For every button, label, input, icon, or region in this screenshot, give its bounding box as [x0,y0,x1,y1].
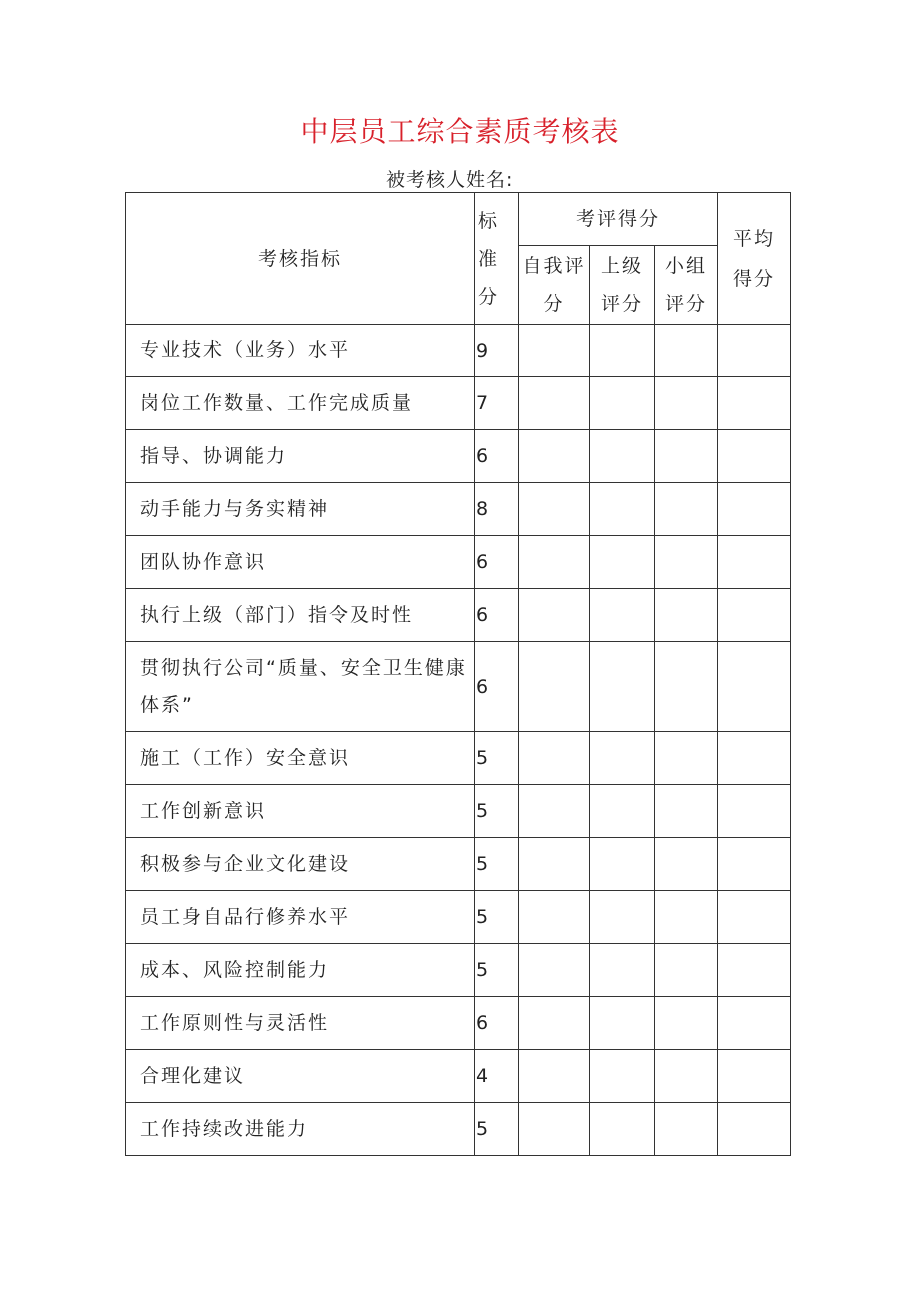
self-score-cell[interactable] [519,891,590,944]
indicator-cell: 合理化建议 [126,1050,475,1103]
standard-score-cell: 6 [475,642,519,732]
average-score-cell[interactable] [718,430,791,483]
standard-score-cell: 8 [475,483,519,536]
standard-score-cell: 6 [475,430,519,483]
indicator-cell: 动手能力与务实精神 [126,483,475,536]
group-score-cell[interactable] [655,377,718,430]
superior-score-cell[interactable] [590,642,655,732]
group-score-cell[interactable] [655,536,718,589]
group-score-cell[interactable] [655,483,718,536]
header-self [519,246,590,325]
indicator-cell: 员工身自品行修养水平 [126,891,475,944]
indicator-cell: 积极参与企业文化建设 [126,838,475,891]
average-score-cell[interactable] [718,785,791,838]
superior-score-cell[interactable] [590,1103,655,1156]
standard-score-cell: 5 [475,1103,519,1156]
average-score-cell[interactable] [718,325,791,377]
average-score-cell[interactable] [718,589,791,642]
subject-name-label: 被考核人姓名: [386,169,514,191]
indicator-cell: 施工（工作）安全意识 [126,732,475,785]
header-group [655,246,718,325]
self-score-cell[interactable] [519,838,590,891]
group-score-cell[interactable] [655,785,718,838]
superior-score-cell[interactable] [590,891,655,944]
assessment-table [125,192,791,1156]
self-score-cell[interactable] [519,944,590,997]
self-score-cell[interactable] [519,732,590,785]
standard-score-cell: 5 [475,838,519,891]
average-score-cell[interactable] [718,838,791,891]
superior-score-cell[interactable] [590,483,655,536]
self-score-cell[interactable] [519,589,590,642]
table-row [126,642,791,732]
indicator-cell: 工作创新意识 [126,785,475,838]
table-row [126,838,791,891]
standard-score-cell: 5 [475,891,519,944]
header-average-text: 平均得分 [733,227,776,290]
standard-score-cell: 7 [475,377,519,430]
header-evaluation: 考评得分 [519,193,718,246]
self-score-cell[interactable] [519,536,590,589]
group-score-cell[interactable] [655,732,718,785]
standard-score-cell: 5 [475,944,519,997]
indicator-cell: 岗位工作数量、工作完成质量 [126,377,475,430]
group-score-cell[interactable] [655,1050,718,1103]
average-score-cell[interactable] [718,642,791,732]
group-score-cell[interactable] [655,944,718,997]
group-score-cell[interactable] [655,430,718,483]
group-score-cell[interactable] [655,589,718,642]
superior-score-cell[interactable] [590,997,655,1050]
table-row [126,785,791,838]
superior-score-cell[interactable] [590,1050,655,1103]
standard-score-cell: 5 [475,785,519,838]
self-score-cell[interactable] [519,785,590,838]
header-standard [475,193,519,325]
table-row [126,891,791,944]
header-self-text: 自我评分 [522,255,586,315]
group-score-cell[interactable] [655,838,718,891]
standard-score-cell: 6 [475,589,519,642]
standard-score-cell: 9 [475,325,519,377]
superior-score-cell[interactable] [590,838,655,891]
superior-score-cell[interactable] [590,536,655,589]
group-score-cell[interactable] [655,997,718,1050]
superior-score-cell[interactable] [590,944,655,997]
self-score-cell[interactable] [519,1103,590,1156]
table-row [126,483,791,536]
group-score-cell[interactable] [655,642,718,732]
average-score-cell[interactable] [718,483,791,536]
self-score-cell[interactable] [519,1050,590,1103]
superior-score-cell[interactable] [590,589,655,642]
page-title: 中层员工综合素质考核表 [300,115,620,148]
header-superior-text: 上级评分 [601,255,644,315]
group-score-cell[interactable] [655,891,718,944]
self-score-cell[interactable] [519,997,590,1050]
average-score-cell[interactable] [718,536,791,589]
self-score-cell[interactable] [519,325,590,377]
group-score-cell[interactable] [655,325,718,377]
header-group-text: 小组评分 [665,255,708,315]
indicator-cell: 团队协作意识 [126,536,475,589]
header-indicator: 考核指标 [126,193,475,325]
header-standard-text: 标准分 [478,209,500,308]
header-average [718,193,791,325]
indicator-cell: 工作持续改进能力 [126,1103,475,1156]
table-row [126,1103,791,1156]
table-row [126,325,791,377]
average-score-cell[interactable] [718,944,791,997]
self-score-cell[interactable] [519,642,590,732]
standard-score-cell: 6 [475,536,519,589]
table-row [126,997,791,1050]
standard-score-cell: 5 [475,732,519,785]
table-row [126,944,791,997]
superior-score-cell[interactable] [590,785,655,838]
self-score-cell[interactable] [519,430,590,483]
average-score-cell[interactable] [718,377,791,430]
table-row [126,377,791,430]
superior-score-cell[interactable] [590,377,655,430]
indicator-cell: 指导、协调能力 [126,430,475,483]
superior-score-cell[interactable] [590,732,655,785]
indicator-cell: 专业技术（业务）水平 [126,325,475,377]
self-score-cell[interactable] [519,483,590,536]
standard-score-cell: 6 [475,997,519,1050]
average-score-cell[interactable] [718,1103,791,1156]
indicator-cell: 执行上级（部门）指令及时性 [126,589,475,642]
superior-score-cell[interactable] [590,325,655,377]
standard-score-cell: 4 [475,1050,519,1103]
group-score-cell[interactable] [655,1103,718,1156]
table-row [126,1050,791,1103]
average-score-cell[interactable] [718,1050,791,1103]
table-row [126,732,791,785]
average-score-cell[interactable] [718,732,791,785]
superior-score-cell[interactable] [590,430,655,483]
indicator-cell: 贯彻执行公司“质量、安全卫生健康体系” [126,642,475,732]
table-row [126,536,791,589]
indicator-cell: 成本、风险控制能力 [126,944,475,997]
header-superior [590,246,655,325]
table-row [126,430,791,483]
average-score-cell[interactable] [718,891,791,944]
self-score-cell[interactable] [519,377,590,430]
table-row [126,589,791,642]
average-score-cell[interactable] [718,997,791,1050]
indicator-cell: 工作原则性与灵活性 [126,997,475,1050]
